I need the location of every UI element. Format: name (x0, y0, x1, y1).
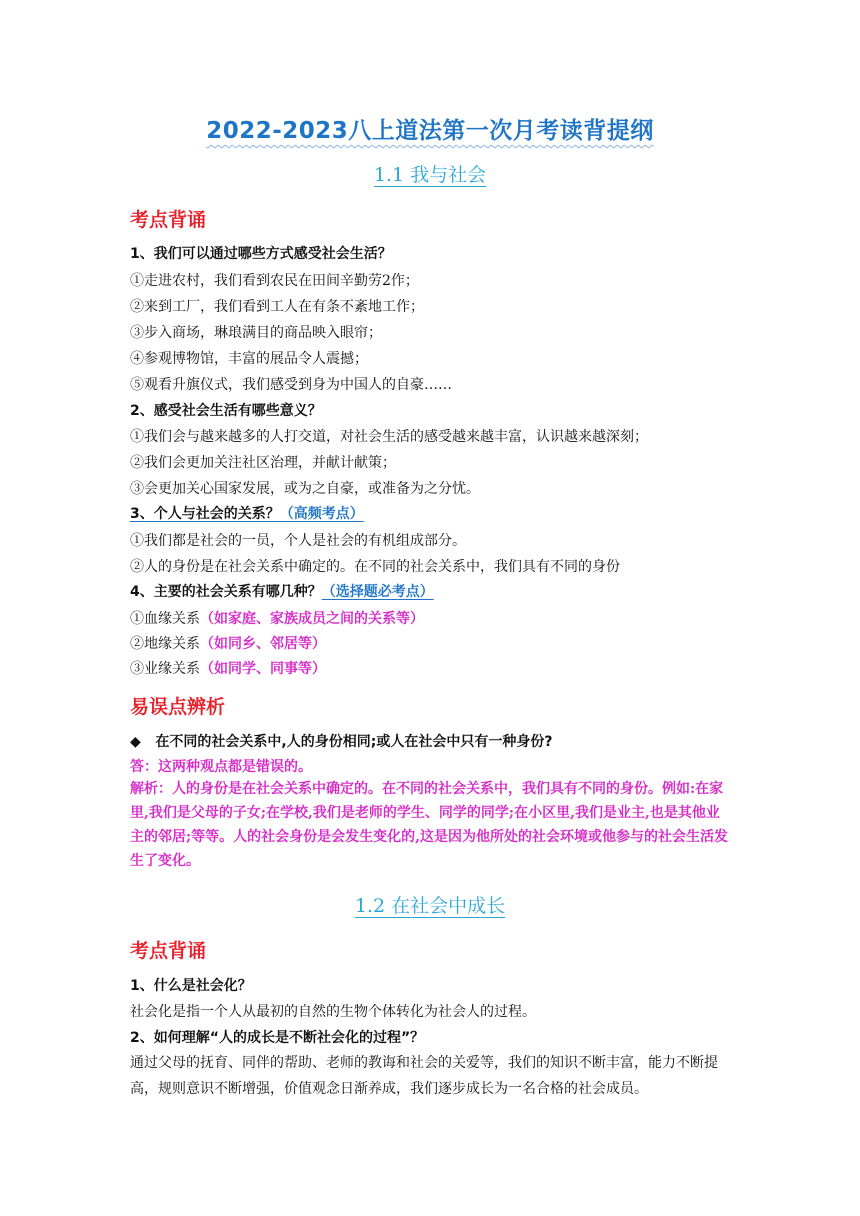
list-item: ③步入商场，琳琅满目的商品映入眼帘； (130, 325, 382, 341)
list-item: ②人的身份是在社会关系中确定的。在不同的社会关系中，我们具有不同的身份 (130, 559, 620, 575)
question-1: 1、什么是社会化？ (130, 978, 252, 994)
answer-paragraph: 通过父母的抚育、同伴的帮助、老师的教诲和社会的关爱等，我们的知识不断丰富，能力不断提高，规则意识不断增强，价值观念日渐养成，我们逐步成长为一名合格的社会成员。 (130, 1055, 718, 1097)
list-item: ②我们会更加关注社区治理，并献计献策； (130, 455, 396, 471)
question-3: 3、个人与社会的关系？（高频考点） (130, 506, 364, 522)
list-item: ⑤观看升旗仪式，我们感受到身为中国人的自豪…… (130, 377, 452, 393)
subheading-1-1: 1.1 我与社会 (373, 164, 487, 186)
answer-line: 社会化是指一个人从最初的自然的生物个体转化为社会人的过程。 (130, 1004, 536, 1020)
frequent-tag: （高频考点） (279, 506, 364, 522)
list-item: ②地缘关系（如同乡、邻居等） (130, 636, 326, 652)
question-4: 4、主要的社会关系有哪几种？（选择题必考点） (130, 584, 434, 600)
analysis-text: 解析：人的身份是在社会关系中确定的。在不同的社会关系中，我们具有不同的身份。例如:在家里,我们是父母的子女;在学校,我们是老师的学生、同学的同学;在小区里,我们是业主,也是其他业主的邻居;等等。人的社会身份是会发生变化的,这是因为他所处的社会环境或他参与的社会生活发生了变化。 (130, 781, 729, 869)
section-heading-kaodian: 考点背诵 (130, 209, 207, 231)
document-title: 2022-2023八上道法第一次月考读背提纲 (206, 118, 654, 144)
list-item: ①我们会与越来越多的人打交道，对社会生活的感受越来越丰富，认识越来越深刻； (130, 429, 648, 445)
list-item: ③会更加关心国家发展，或为之自豪，或准备为之分忧。 (130, 481, 480, 497)
list-item: ①血缘关系（如家庭、家族成员之间的关系等） (130, 611, 424, 627)
list-item: ③业缘关系（如同学、同事等） (130, 661, 326, 677)
list-item: ①走进农村，我们看到农民在田间辛勤劳2作； (130, 273, 419, 289)
section-heading-yiwu: 易误点辨析 (130, 696, 226, 718)
subheading-1-2: 1.2 在社会中成长 (354, 895, 506, 917)
list-item: ④参观博物馆，丰富的展品令人震撼； (130, 351, 368, 367)
section-heading-kaodian-2: 考点背诵 (130, 940, 207, 962)
bullet-icon: ◆ (130, 734, 141, 750)
question-1: 1、我们可以通过哪些方式感受社会生活？ (130, 246, 392, 262)
question-2: 2、如何理解“人的成长是不断社会化的过程”？ (130, 1030, 425, 1046)
answer-text: 答：这两种观点都是错误的。 (130, 759, 312, 775)
list-item: ②来到工厂，我们看到工人在有条不紊地工作； (130, 299, 424, 315)
mistake-question: ◆ 在不同的社会关系中,人的身份相同;或人在社会中只有一种身份? (130, 734, 553, 750)
question-2: 2、感受社会生活有哪些意义？ (130, 403, 322, 419)
must-test-tag: （选择题必考点） (321, 584, 434, 600)
list-item: ①我们都是社会的一员，个人是社会的有机组成部分。 (130, 533, 466, 549)
